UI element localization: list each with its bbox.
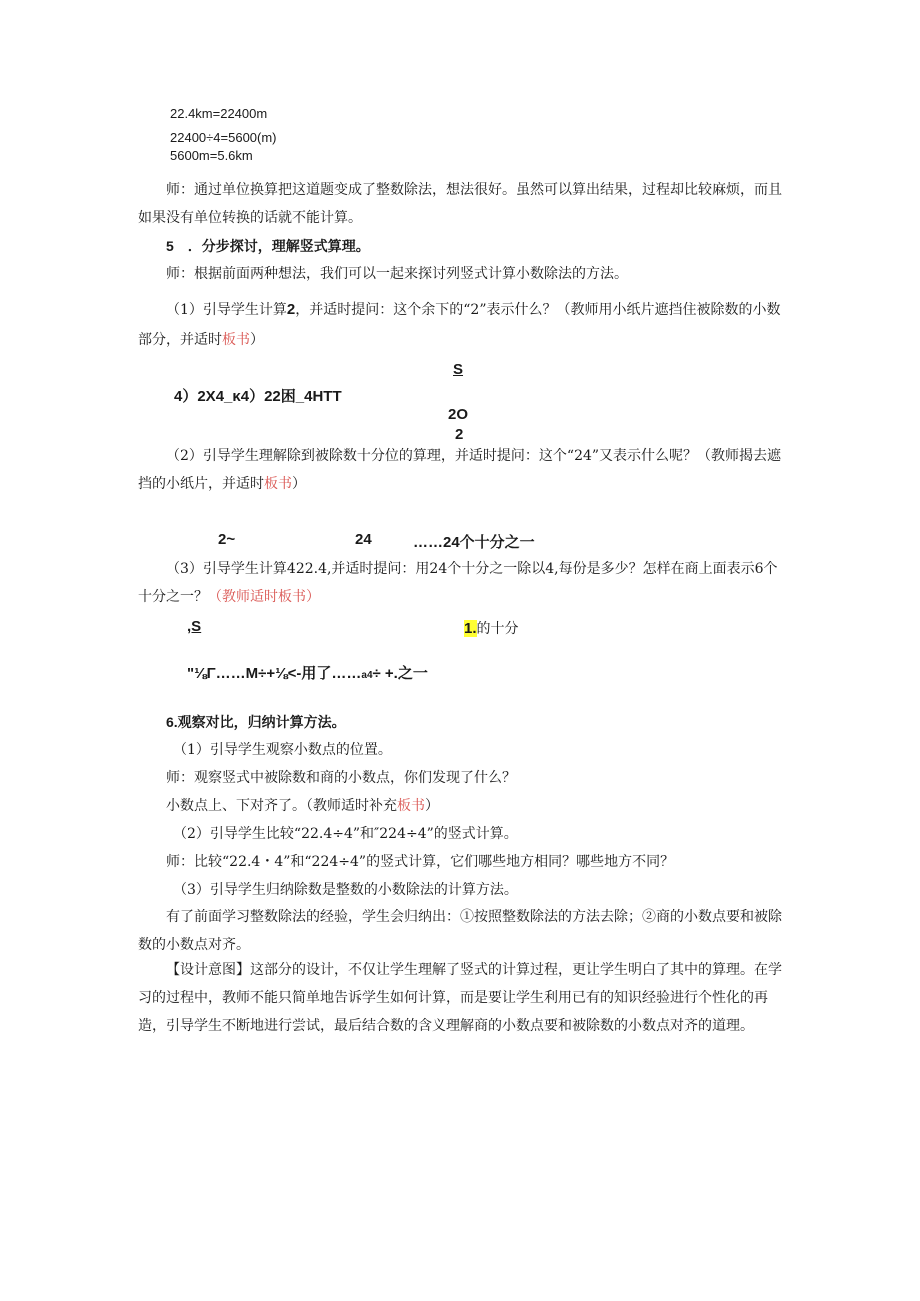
board-2-middle: 24 bbox=[355, 531, 372, 548]
board-2-left: 2~ bbox=[218, 531, 236, 548]
step-2-text-b: ） bbox=[292, 476, 306, 492]
summary-paragraph: 有了前面学习整数除法的经验，学生会归纳出：①按照整数除法的方法去除；②商的小数点要和被除数的小数点对齐。 bbox=[138, 909, 782, 953]
calc-line-1: 22.4km=22400m bbox=[170, 106, 268, 121]
step-6-teacher-compare: 师：比较“22.4・4”和“224÷4”的竖式计算，它们哪些地方相同？哪些地方不同？ bbox=[166, 854, 675, 870]
board-3-line-end: ÷ +.之一 bbox=[372, 665, 428, 682]
design-intent-text: 这部分的设计，不仅让学生理解了竖式的计算过程，更让学生明白了其中的算理。在学习的过程中，教师不能只简单地告诉学生如何计算，而是要让学生利用已有的知识经验进行个性化的再造，引导学生不断地进行尝试，最后结合数的含义理解商的小数点要和被除数的小数点对齐的道理。 bbox=[138, 962, 782, 1034]
step-3-board-note: （教师适时板书） bbox=[208, 589, 320, 605]
board-3-note bbox=[464, 618, 519, 638]
board-1-division-line: 4）2X4_κ4）22困_4HTT bbox=[174, 388, 342, 405]
step-6-answer-text: 小数点上、下对齐了。（教师适时补充 bbox=[166, 798, 397, 814]
step-1-text-a: （1）引导学生计算 bbox=[166, 302, 287, 318]
teacher-intro-line: 师：根据前面两种想法，我们可以一起来探讨列竖式计算小数除法的方法。 bbox=[166, 266, 628, 282]
step-1-number: 2 bbox=[286, 301, 296, 318]
step-3-text: （3）引导学生计算422.4,并适时提问：用24个十分之一除以4,每份是多少？怎样在商上面表示6个十分之一？ bbox=[138, 561, 778, 605]
board-3-division-line bbox=[187, 662, 428, 683]
board-3-line-sub: a4 bbox=[361, 670, 373, 681]
calc-line-2: 22400÷4=5600(m) bbox=[170, 130, 277, 145]
board-1-remainder: 2 bbox=[455, 426, 464, 443]
design-intent-paragraph bbox=[138, 956, 784, 1040]
step-6-answer-end: ） bbox=[425, 798, 439, 814]
design-intent-label: 【设计意图】 bbox=[166, 962, 250, 978]
calc-line-3: 5600m=5.6km bbox=[170, 148, 253, 163]
step-6-board-note: 板书 bbox=[397, 798, 425, 814]
board-2-note: ……24个十分之一 bbox=[413, 534, 535, 551]
step-6-3: （3）引导学生归纳除数是整数的小数除法的计算方法。 bbox=[173, 882, 518, 898]
section-heading-6: 6.观察对比，归纳计算方法。 bbox=[166, 714, 346, 730]
step-1-text-c: ） bbox=[250, 332, 264, 348]
step-2-paragraph bbox=[138, 442, 784, 498]
board-3-line-main: "⅛Γ……M÷+⅛<-用了…… bbox=[187, 665, 362, 682]
step-6-2: （2）引导学生比较“22.4÷4”和″224÷4”的竖式计算。 bbox=[173, 826, 518, 842]
board-3-highlight: 1. bbox=[464, 620, 477, 637]
step-1-paragraph bbox=[138, 295, 784, 355]
teacher-comment-paragraph: 师：通过单位换算把这道题变成了整数除法，想法很好。虽然可以算出结果，过程却比较麻烦，而且如果没有单位转换的话就不能计算。 bbox=[138, 182, 782, 226]
board-1-product: 2O bbox=[448, 406, 469, 423]
step-1-board-note: 板书 bbox=[222, 332, 250, 348]
section-heading-5: 5 ．分步探讨，理解竖式算理。 bbox=[166, 238, 370, 254]
step-6-1: （1）引导学生观察小数点的位置。 bbox=[173, 742, 392, 758]
board-3-quotient: ,S bbox=[187, 618, 202, 635]
step-6-answer bbox=[166, 792, 439, 820]
step-1-text-b: ，并适时提问：这个余下的“2”表示什么？（教师用小纸片遮挡住被除数的小数部分，并适时 bbox=[138, 302, 781, 348]
board-3-note-tail: 的十分 bbox=[476, 621, 519, 637]
board-1-quotient: S bbox=[453, 361, 464, 378]
step-2-board-note: 板书 bbox=[264, 476, 292, 492]
step-3-paragraph bbox=[138, 555, 784, 611]
step-2-text-a: （2）引导学生理解除到被除数十分位的算理，并适时提问：这个“24”又表示什么呢？（教师揭去遮挡的小纸片，并适时 bbox=[138, 448, 782, 492]
step-6-teacher-question: 师：观察竖式中被除数和商的小数点，你们发现了什么？ bbox=[166, 770, 516, 786]
